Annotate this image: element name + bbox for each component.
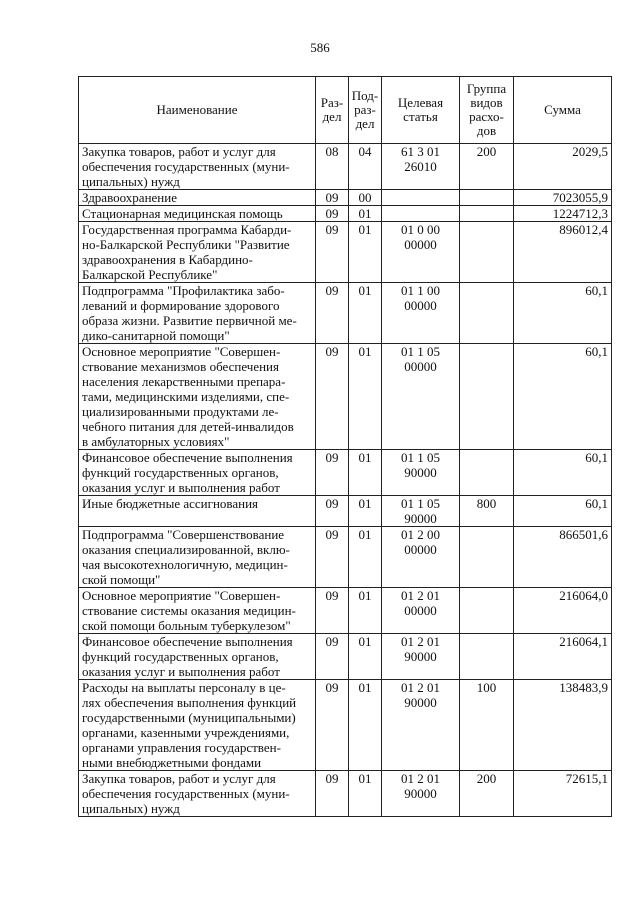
- header-subsection: Под- раз- дел: [349, 77, 382, 144]
- table-row: [79, 496, 612, 527]
- table-row: [79, 634, 612, 680]
- row-expense-group-cell: 200: [460, 144, 514, 190]
- row-section-cell: 09: [316, 527, 349, 588]
- header-expense-group: Группа видов расхо- дов: [460, 77, 514, 144]
- row-subsection-cell: 01: [349, 222, 382, 283]
- row-expense-group-cell: 200: [460, 771, 514, 817]
- row-section-cell: 09: [316, 222, 349, 283]
- row-target-article-cell: 01 2 01 00000: [382, 588, 460, 634]
- row-sum-cell: 1224712,3: [514, 206, 612, 222]
- row-name-cell: Стационарная медицинская помощь: [79, 206, 316, 222]
- row-target-article-cell: 61 3 01 26010: [382, 144, 460, 190]
- table-row: [79, 680, 612, 771]
- row-expense-group-cell: [460, 450, 514, 496]
- row-expense-group-cell: [460, 588, 514, 634]
- row-expense-group-cell: [460, 634, 514, 680]
- row-target-article-cell: [382, 190, 460, 206]
- header-section: Раз- дел: [316, 77, 349, 144]
- row-sum-cell: 216064,1: [514, 634, 612, 680]
- row-target-article-cell: 01 2 01 90000: [382, 680, 460, 771]
- table-row: [79, 344, 612, 450]
- header-target-article: Целевая статья: [382, 77, 460, 144]
- row-sum-cell: 138483,9: [514, 680, 612, 771]
- row-section-cell: 09: [316, 680, 349, 771]
- row-expense-group-cell: [460, 222, 514, 283]
- row-target-article-cell: [382, 206, 460, 222]
- row-name-cell: Финансовое обеспечение выполнения функций государственных органов, оказания услуг и выполнения работ: [79, 634, 316, 680]
- header-name: Наименование: [79, 77, 316, 144]
- row-subsection-cell: 01: [349, 283, 382, 344]
- row-subsection-cell: 01: [349, 496, 382, 527]
- row-subsection-cell: 00: [349, 190, 382, 206]
- table-row: [79, 283, 612, 344]
- row-sum-cell: 60,1: [514, 283, 612, 344]
- row-expense-group-cell: [460, 206, 514, 222]
- row-section-cell: 09: [316, 771, 349, 817]
- row-section-cell: 09: [316, 634, 349, 680]
- row-section-cell: 09: [316, 496, 349, 527]
- row-sum-cell: 60,1: [514, 496, 612, 527]
- row-expense-group-cell: 800: [460, 496, 514, 527]
- row-sum-cell: 216064,0: [514, 588, 612, 634]
- row-expense-group-cell: 100: [460, 680, 514, 771]
- row-sum-cell: 866501,6: [514, 527, 612, 588]
- row-name-cell: Закупка товаров, работ и услуг для обеспечения государственных (муни- ципальных) нужд: [79, 771, 316, 817]
- row-name-cell: Иные бюджетные ассигнования: [79, 496, 316, 527]
- row-section-cell: 08: [316, 144, 349, 190]
- row-target-article-cell: 01 2 01 90000: [382, 771, 460, 817]
- row-name-cell: Закупка товаров, работ и услуг для обеспечения государственных (муни- ципальных) нужд: [79, 144, 316, 190]
- row-sum-cell: 60,1: [514, 344, 612, 450]
- row-sum-cell: 72615,1: [514, 771, 612, 817]
- row-target-article-cell: 01 1 05 00000: [382, 344, 460, 450]
- page-number: 586: [310, 40, 330, 55]
- table-row: [79, 206, 612, 222]
- table-row: [79, 771, 612, 817]
- row-subsection-cell: 01: [349, 771, 382, 817]
- table-row: [79, 450, 612, 496]
- table-row: [79, 588, 612, 634]
- row-name-cell: Здравоохранение: [79, 190, 316, 206]
- row-subsection-cell: 01: [349, 344, 382, 450]
- row-name-cell: Расходы на выплаты персоналу в це- лях обеспечения выполнения функций государственными (муниципальными) органами, казенными учреждениями, органами управления государствен- ными внебюджетными фондами: [79, 680, 316, 771]
- budget-table: [78, 76, 612, 817]
- row-sum-cell: 60,1: [514, 450, 612, 496]
- header-sum: Сумма: [514, 77, 612, 144]
- row-expense-group-cell: [460, 527, 514, 588]
- row-target-article-cell: 01 1 05 90000: [382, 496, 460, 527]
- row-section-cell: 09: [316, 206, 349, 222]
- row-target-article-cell: 01 2 01 90000: [382, 634, 460, 680]
- row-subsection-cell: 01: [349, 588, 382, 634]
- row-target-article-cell: 01 2 00 00000: [382, 527, 460, 588]
- row-section-cell: 09: [316, 190, 349, 206]
- row-section-cell: 09: [316, 344, 349, 450]
- row-name-cell: Подпрограмма "Совершенствование оказания специализированной, вклю- чая высокотехнологичную, медицин- ской помощи": [79, 527, 316, 588]
- row-section-cell: 09: [316, 588, 349, 634]
- row-target-article-cell: 01 1 00 00000: [382, 283, 460, 344]
- table-row: [79, 527, 612, 588]
- row-expense-group-cell: [460, 344, 514, 450]
- row-expense-group-cell: [460, 283, 514, 344]
- row-name-cell: Основное мероприятие "Совершен- ствование системы оказания медицин- ской помощи больным туберкулезом": [79, 588, 316, 634]
- row-target-article-cell: 01 1 05 90000: [382, 450, 460, 496]
- row-name-cell: Государственная программа Кабарди- но-Балкарской Республики "Развитие здравоохранения в Кабардино- Балкарской Республике": [79, 222, 316, 283]
- row-subsection-cell: 01: [349, 634, 382, 680]
- row-sum-cell: 2029,5: [514, 144, 612, 190]
- row-subsection-cell: 04: [349, 144, 382, 190]
- row-subsection-cell: 01: [349, 206, 382, 222]
- table-row: [79, 190, 612, 206]
- row-sum-cell: 896012,4: [514, 222, 612, 283]
- row-section-cell: 09: [316, 450, 349, 496]
- row-name-cell: Финансовое обеспечение выполнения функций государственных органов, оказания услуг и выполнения работ: [79, 450, 316, 496]
- table-header-row: [79, 77, 612, 144]
- row-sum-cell: 7023055,9: [514, 190, 612, 206]
- table-row: [79, 222, 612, 283]
- row-subsection-cell: 01: [349, 450, 382, 496]
- row-expense-group-cell: [460, 190, 514, 206]
- row-subsection-cell: 01: [349, 680, 382, 771]
- row-name-cell: Подпрограмма "Профилактика забо- леваний и формирование здорового образа жизни. Развитие первичной ме- дико-санитарной помощи": [79, 283, 316, 344]
- row-target-article-cell: 01 0 00 00000: [382, 222, 460, 283]
- row-section-cell: 09: [316, 283, 349, 344]
- table-row: [79, 144, 612, 190]
- row-name-cell: Основное мероприятие "Совершен- ствование механизмов обеспечения населения лекарственными препара- тами, медицинскими изделиями, спе- циализированными продуктами ле- чебного питания для детей-инвалидов в амбулаторных условиях": [79, 344, 316, 450]
- row-subsection-cell: 01: [349, 527, 382, 588]
